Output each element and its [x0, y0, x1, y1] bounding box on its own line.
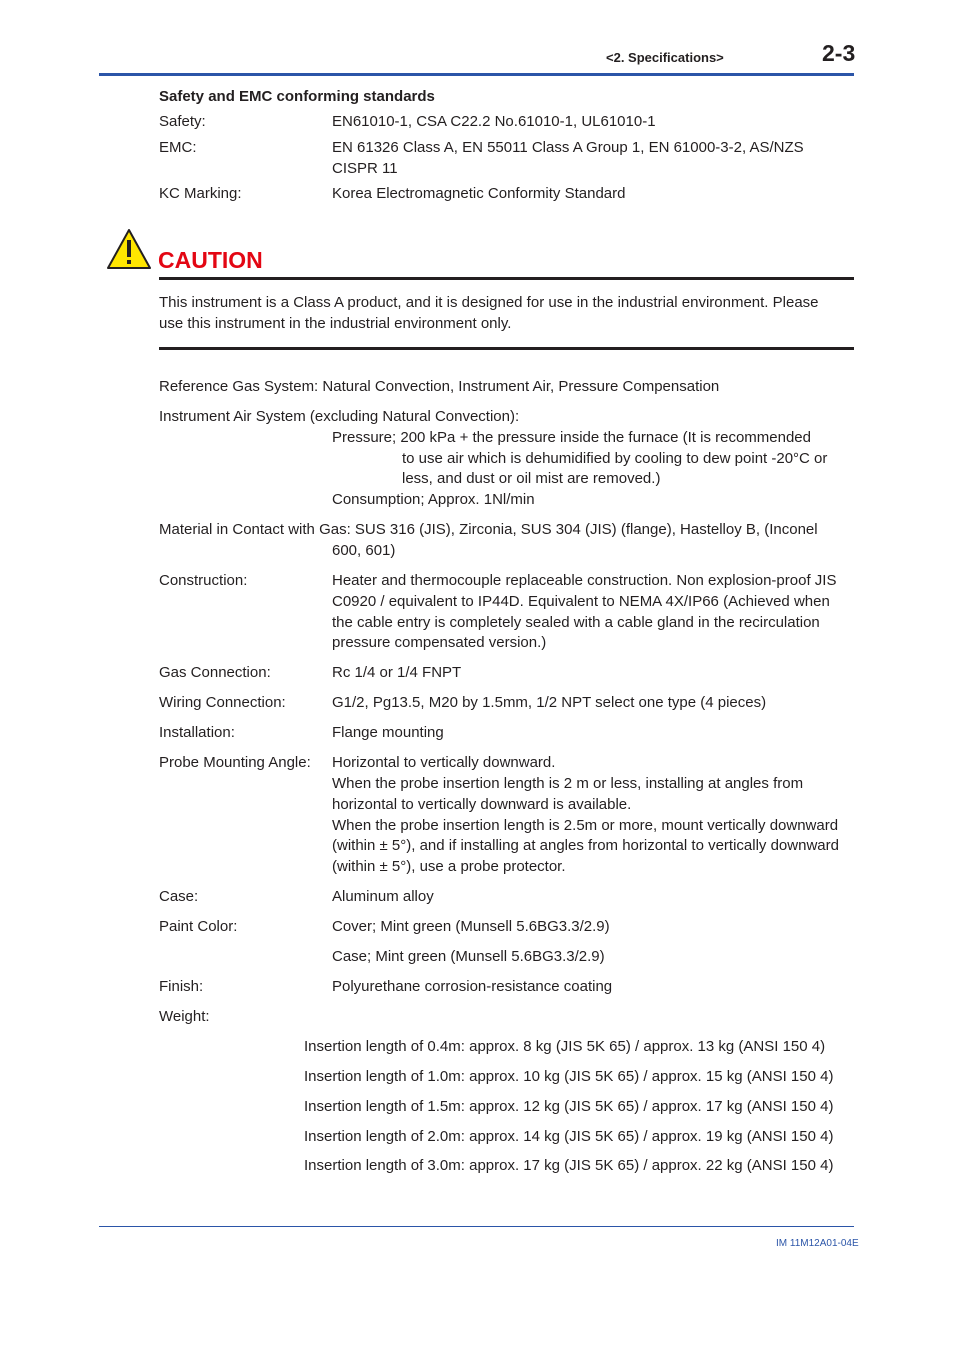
footer-divider	[99, 1226, 854, 1227]
emc-label: EMC:	[159, 139, 197, 156]
installation-label: Installation:	[159, 724, 235, 741]
emc-value-line-1: EN 61326 Class A, EN 55011 Class A Group 1, EN 61000-3-2, AS/NZS	[332, 139, 804, 156]
finish-label: Finish:	[159, 978, 204, 995]
material-line-1: Material in Contact with Gas: SUS 316 (JIS), Zirconia, SUS 304 (JIS) (flange), Hastelloy B, (Inconel	[159, 521, 818, 538]
mounting-angle-line-3: horizontal to vertically downward is available.	[332, 796, 632, 813]
instrument-air-pressure-cont-1: to use air which is dehumidified by cooling to dew point -20°C or	[402, 450, 828, 467]
mounting-angle-label: Probe Mounting Angle:	[159, 754, 311, 771]
weight-row-2-0m: Insertion length of 2.0m: approx. 14 kg (JIS 5K 65) / approx. 19 kg (ANSI 150 4)	[304, 1128, 834, 1145]
instrument-air-heading: Instrument Air System (excluding Natural Convection):	[159, 408, 520, 425]
case-label: Case:	[159, 888, 199, 905]
construction-line-4: pressure compensated version.)	[332, 634, 547, 651]
caution-top-rule	[159, 277, 854, 280]
header-divider	[99, 73, 854, 76]
page-number: 2-3	[822, 40, 856, 66]
safety-label: Safety:	[159, 113, 206, 130]
weight-row-1-5m: Insertion length of 1.5m: approx. 12 kg (JIS 5K 65) / approx. 17 kg (ANSI 150 4)	[304, 1098, 834, 1115]
reference-gas-system: Reference Gas System: Natural Convection, Instrument Air, Pressure Compensation	[159, 378, 720, 395]
weight-label: Weight:	[159, 1008, 210, 1025]
header-section-title: <2. Specifications>	[606, 50, 724, 65]
mounting-angle-line-6: (within ± 5°), use a probe protector.	[332, 858, 566, 875]
mounting-angle-line-2: When the probe insertion length is 2 m or less, installing at angles from	[332, 775, 804, 792]
instrument-air-pressure: Pressure; 200 kPa + the pressure inside the furnace (It is recommended	[332, 429, 811, 446]
caution-text-line-2: use this instrument in the industrial environment only.	[159, 315, 512, 332]
caution-text-line-1: This instrument is a Class A product, and it is designed for use in the industrial environment. Please	[159, 294, 819, 311]
mounting-angle-line-1: Horizontal to vertically downward.	[332, 754, 556, 771]
wiring-connection-label: Wiring Connection:	[159, 694, 286, 711]
gas-connection-value: Rc 1/4 or 1/4 FNPT	[332, 664, 462, 681]
instrument-air-pressure-cont-2: less, and dust or oil mist are removed.)	[402, 470, 661, 487]
finish-value: Polyurethane corrosion-resistance coating	[332, 978, 613, 995]
construction-line-3: the cable entry is completely sealed with a cable gland in the recirculation	[332, 614, 820, 631]
weight-row-3-0m: Insertion length of 3.0m: approx. 17 kg (JIS 5K 65) / approx. 22 kg (ANSI 150 4)	[304, 1157, 834, 1174]
caution-bottom-rule	[159, 347, 854, 350]
paint-color-cover: Cover; Mint green (Munsell 5.6BG3.3/2.9)	[332, 918, 610, 935]
case-value: Aluminum alloy	[332, 888, 434, 905]
standards-title: Safety and EMC conforming standards	[159, 88, 435, 105]
weight-row-1-0m: Insertion length of 1.0m: approx. 10 kg (JIS 5K 65) / approx. 15 kg (ANSI 150 4)	[304, 1068, 834, 1085]
construction-line-1: Heater and thermocouple replaceable construction. Non explosion-proof JIS	[332, 572, 837, 589]
paint-color-label: Paint Color:	[159, 918, 238, 935]
installation-value: Flange mounting	[332, 724, 444, 741]
construction-label: Construction:	[159, 572, 248, 589]
instrument-air-consumption: Consumption; Approx. 1Nl/min	[332, 491, 535, 508]
material-line-2: 600, 601)	[332, 542, 396, 559]
safety-value: EN61010-1, CSA C22.2 No.61010-1, UL61010-1	[332, 113, 656, 130]
caution-title: CAUTION	[158, 247, 263, 273]
warning-triangle-icon	[106, 228, 152, 270]
kc-label: KC Marking:	[159, 185, 242, 202]
kc-value: Korea Electromagnetic Conformity Standard	[332, 185, 626, 202]
gas-connection-label: Gas Connection:	[159, 664, 271, 681]
construction-line-2: C0920 / equivalent to IP44D. Equivalent to NEMA 4X/IP66 (Achieved when	[332, 593, 830, 610]
emc-value-line-2: CISPR 11	[332, 160, 398, 177]
weight-row-0-4m: Insertion length of 0.4m: approx. 8 kg (JIS 5K 65) / approx. 13 kg (ANSI 150 4)	[304, 1038, 826, 1055]
mounting-angle-line-4: When the probe insertion length is 2.5m or more, mount vertically downward	[332, 817, 839, 834]
wiring-connection-value: G1/2, Pg13.5, M20 by 1.5mm, 1/2 NPT select one type (4 pieces)	[332, 694, 767, 711]
mounting-angle-line-5: (within ± 5°), and if installing at angles from horizontal to vertically downward	[332, 837, 839, 854]
paint-color-case: Case; Mint green (Munsell 5.6BG3.3/2.9)	[332, 948, 605, 965]
document-id: IM 11M12A01-04E	[776, 1238, 859, 1249]
